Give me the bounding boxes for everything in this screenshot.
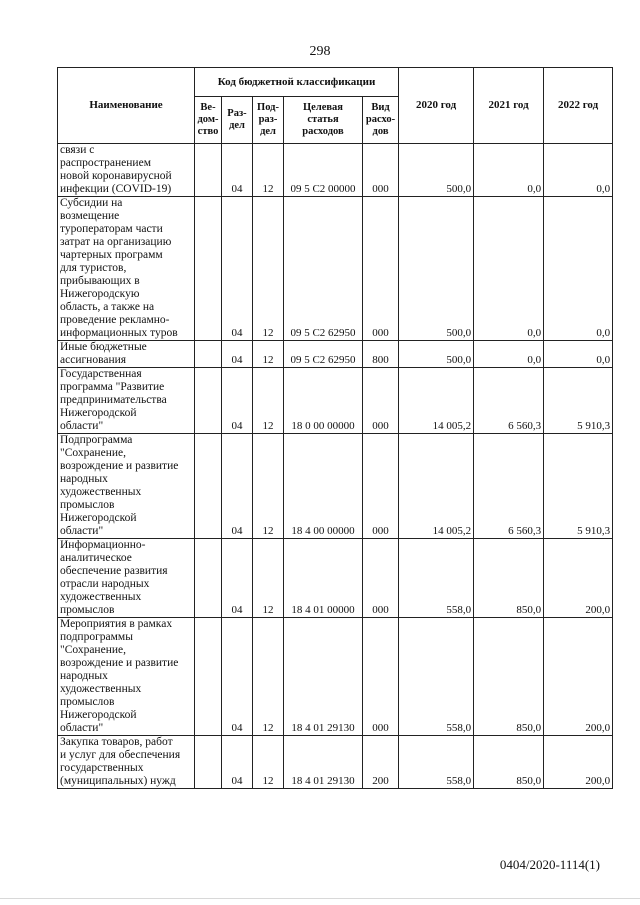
row-target-article: 09 5 C2 62950	[284, 197, 363, 341]
row-name: Закупка товаров, работ и услуг для обеспечения государственных (муниципальных) нужд	[58, 736, 195, 789]
row-amount-2022: 200,0	[544, 618, 613, 736]
table-row	[58, 736, 613, 789]
row-amount-2021: 850,0	[474, 539, 544, 618]
row-amount-2020: 558,0	[399, 736, 474, 789]
table-row	[58, 618, 613, 736]
row-amount-2021: 0,0	[474, 197, 544, 341]
header-2021: 2021 год	[474, 68, 544, 144]
budget-table	[57, 67, 613, 789]
row-amount-2021: 850,0	[474, 736, 544, 789]
table-row	[58, 197, 613, 341]
header-expense-type: Вид расхо- дов	[363, 97, 399, 144]
row-name: Иные бюджетные ассигнования	[58, 341, 195, 368]
row-razdel: 04	[222, 197, 253, 341]
header-podrazdel: Под- раз- дел	[253, 97, 284, 144]
header-name: Наименование	[58, 68, 195, 144]
row-razdel: 04	[222, 144, 253, 197]
row-vedomstvo	[195, 434, 222, 539]
row-amount-2022: 0,0	[544, 197, 613, 341]
row-vedomstvo	[195, 368, 222, 434]
table-row	[58, 144, 613, 197]
row-vedomstvo	[195, 539, 222, 618]
row-target-article: 18 4 01 00000	[284, 539, 363, 618]
row-podrazdel: 12	[253, 736, 284, 789]
row-amount-2020: 500,0	[399, 197, 474, 341]
row-podrazdel: 12	[253, 618, 284, 736]
row-amount-2022: 5 910,3	[544, 368, 613, 434]
row-vedomstvo	[195, 736, 222, 789]
header-razdel: Раз- дел	[222, 97, 253, 144]
row-razdel: 04	[222, 368, 253, 434]
row-amount-2021: 6 560,3	[474, 368, 544, 434]
row-amount-2020: 14 005,2	[399, 368, 474, 434]
row-expense-type: 000	[363, 434, 399, 539]
row-razdel: 04	[222, 618, 253, 736]
header-2022: 2022 год	[544, 68, 613, 144]
row-vedomstvo	[195, 341, 222, 368]
row-name: Государственная программа "Развитие предпринимательства Нижегородской области"	[58, 368, 195, 434]
row-amount-2022: 200,0	[544, 736, 613, 789]
header-vedomstvo: Ве- дом- ство	[195, 97, 222, 144]
row-razdel: 04	[222, 539, 253, 618]
row-name: связи с распространением новой коронавирусной инфекции (COVID-19)	[58, 144, 195, 197]
table-row	[58, 434, 613, 539]
row-expense-type: 200	[363, 736, 399, 789]
row-target-article: 18 4 00 00000	[284, 434, 363, 539]
row-expense-type: 000	[363, 144, 399, 197]
row-expense-type: 800	[363, 341, 399, 368]
table-row	[58, 368, 613, 434]
row-target-article: 09 5 C2 62950	[284, 341, 363, 368]
row-amount-2020: 558,0	[399, 618, 474, 736]
row-podrazdel: 12	[253, 341, 284, 368]
row-amount-2020: 500,0	[399, 341, 474, 368]
row-razdel: 04	[222, 736, 253, 789]
header-target-article: Целевая статья расходов	[284, 97, 363, 144]
row-podrazdel: 12	[253, 368, 284, 434]
row-target-article: 18 4 01 29130	[284, 736, 363, 789]
row-amount-2020: 14 005,2	[399, 434, 474, 539]
table-row	[58, 539, 613, 618]
row-name: Мероприятия в рамках подпрограммы "Сохранение, возрождение и развитие народных художественных промыслов Нижегородской области"	[58, 618, 195, 736]
document-code: 0404/2020-1114(1)	[499, 857, 600, 872]
row-razdel: 04	[222, 434, 253, 539]
row-podrazdel: 12	[253, 539, 284, 618]
row-name: Подпрограмма "Сохранение, возрождение и развитие народных художественных промыслов Нижегородской области"	[58, 434, 195, 539]
row-vedomstvo	[195, 618, 222, 736]
row-target-article: 18 4 01 29130	[284, 618, 363, 736]
row-name: Информационно- аналитическое обеспечение развития отрасли народных художественных промыслов	[58, 539, 195, 618]
row-vedomstvo	[195, 197, 222, 341]
row-target-article: 18 0 00 00000	[284, 368, 363, 434]
row-amount-2021: 6 560,3	[474, 434, 544, 539]
row-target-article: 09 5 C2 00000	[284, 144, 363, 197]
row-amount-2022: 200,0	[544, 539, 613, 618]
table-row	[58, 341, 613, 368]
row-expense-type: 000	[363, 197, 399, 341]
row-amount-2022: 5 910,3	[544, 434, 613, 539]
bottom-rule	[0, 898, 640, 899]
header-2020: 2020 год	[399, 68, 474, 144]
row-amount-2021: 0,0	[474, 341, 544, 368]
row-amount-2022: 0,0	[544, 144, 613, 197]
row-podrazdel: 12	[253, 197, 284, 341]
page-number: 298	[309, 44, 331, 59]
header-classification-group: Код бюджетной классификации	[195, 68, 399, 97]
row-amount-2020: 500,0	[399, 144, 474, 197]
row-name: Субсидии на возмещение туроператорам части затрат на организацию чартерных программ для туристов, прибывающих в Нижегородскую область, а также на проведение рекламно- информационных туров	[58, 197, 195, 341]
row-vedomstvo	[195, 144, 222, 197]
row-amount-2020: 558,0	[399, 539, 474, 618]
row-amount-2021: 0,0	[474, 144, 544, 197]
row-expense-type: 000	[363, 539, 399, 618]
row-expense-type: 000	[363, 368, 399, 434]
row-amount-2021: 850,0	[474, 618, 544, 736]
header-row	[58, 68, 613, 97]
row-amount-2022: 0,0	[544, 341, 613, 368]
row-podrazdel: 12	[253, 434, 284, 539]
row-podrazdel: 12	[253, 144, 284, 197]
row-razdel: 04	[222, 341, 253, 368]
row-expense-type: 000	[363, 618, 399, 736]
